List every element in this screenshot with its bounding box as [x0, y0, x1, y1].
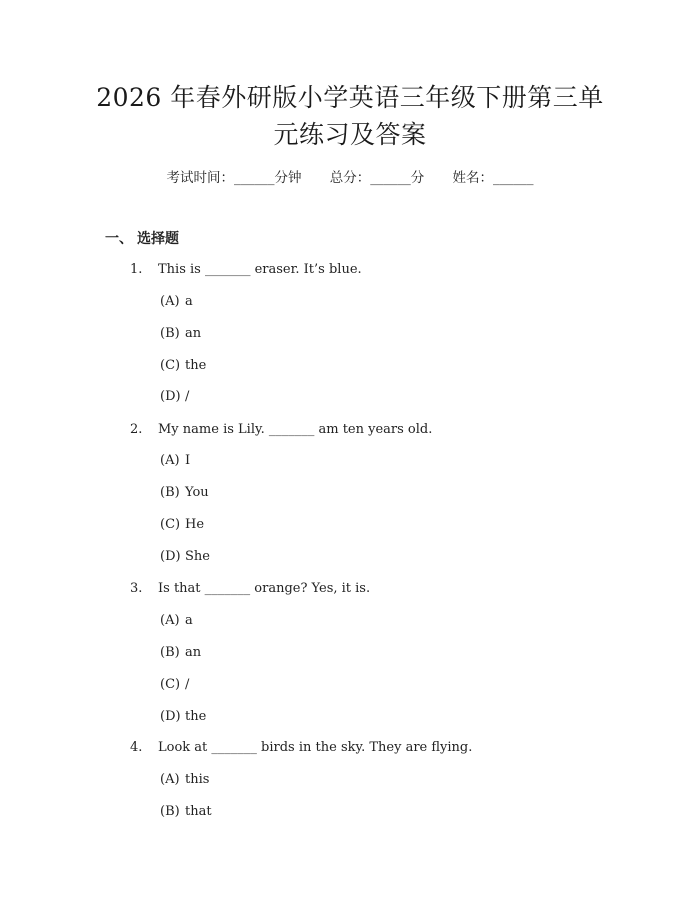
question-text: This is _______ eraser. It’s blue.	[158, 262, 362, 277]
option-text: a	[185, 613, 193, 628]
option-text: She	[185, 549, 210, 564]
question-number: 3.	[130, 581, 143, 596]
question-number: 4.	[130, 740, 143, 755]
question-1-option-b	[160, 324, 201, 344]
question-number: 2.	[130, 422, 143, 437]
option-letter: (A)	[160, 294, 180, 309]
exam-time-field: 考试时间：______分钟	[166, 170, 302, 186]
document-title-line-2: 元练习及答案	[273, 120, 427, 149]
option-letter: (A)	[160, 772, 180, 787]
question-3-option-a	[160, 611, 193, 631]
section-title: 选择题	[137, 231, 179, 247]
question-number: 1.	[130, 262, 143, 277]
option-letter: (D)	[160, 549, 181, 564]
question-2-option-b	[160, 483, 209, 503]
student-name-field: 姓名：______	[452, 170, 534, 186]
option-text: /	[185, 677, 190, 692]
document-title-line-1: 2026 年春外研版小学英语三年级下册第三单	[96, 83, 604, 112]
question-text: My name is Lily. _______ am ten years old.	[158, 422, 433, 437]
question-4-option-b	[160, 802, 212, 822]
question-4	[130, 738, 472, 758]
option-text: that	[185, 804, 212, 819]
exam-info-row	[0, 168, 700, 188]
question-3-option-d	[160, 707, 206, 727]
option-text: /	[185, 389, 190, 404]
question-text: Look at _______ birds in the sky. They are flying.	[158, 740, 473, 755]
option-text: an	[185, 326, 202, 341]
option-text: He	[185, 517, 205, 532]
option-letter: (A)	[160, 613, 180, 628]
option-letter: (C)	[160, 517, 181, 532]
option-text: an	[185, 645, 202, 660]
option-letter: (D)	[160, 709, 181, 724]
option-text: a	[185, 294, 193, 309]
option-letter: (B)	[160, 326, 180, 341]
option-letter: (A)	[160, 453, 180, 468]
question-1-option-d	[160, 387, 189, 407]
question-1-option-a	[160, 292, 193, 312]
option-letter: (B)	[160, 804, 180, 819]
question-3-option-c	[160, 675, 189, 695]
option-letter: (D)	[160, 389, 181, 404]
question-2-option-c	[160, 515, 204, 535]
option-text: the	[185, 358, 207, 373]
option-letter: (B)	[160, 645, 180, 660]
option-text: this	[185, 772, 210, 787]
question-2-option-a	[160, 451, 190, 471]
option-text: You	[185, 485, 209, 500]
question-4-option-a	[160, 770, 209, 790]
question-1	[130, 260, 362, 280]
question-3	[130, 579, 370, 599]
option-letter: (C)	[160, 358, 181, 373]
question-2-option-d	[160, 547, 210, 567]
option-text: the	[185, 709, 207, 724]
total-score-field: 总分：______分	[329, 170, 425, 186]
question-1-option-c	[160, 356, 206, 376]
question-3-option-b	[160, 643, 201, 663]
option-text: I	[185, 453, 191, 468]
option-letter: (C)	[160, 677, 181, 692]
section-heading	[105, 229, 179, 249]
option-letter: (B)	[160, 485, 180, 500]
question-2	[130, 420, 432, 440]
question-text: Is that _______ orange? Yes, it is.	[158, 581, 371, 596]
section-number: 一、	[105, 231, 133, 247]
